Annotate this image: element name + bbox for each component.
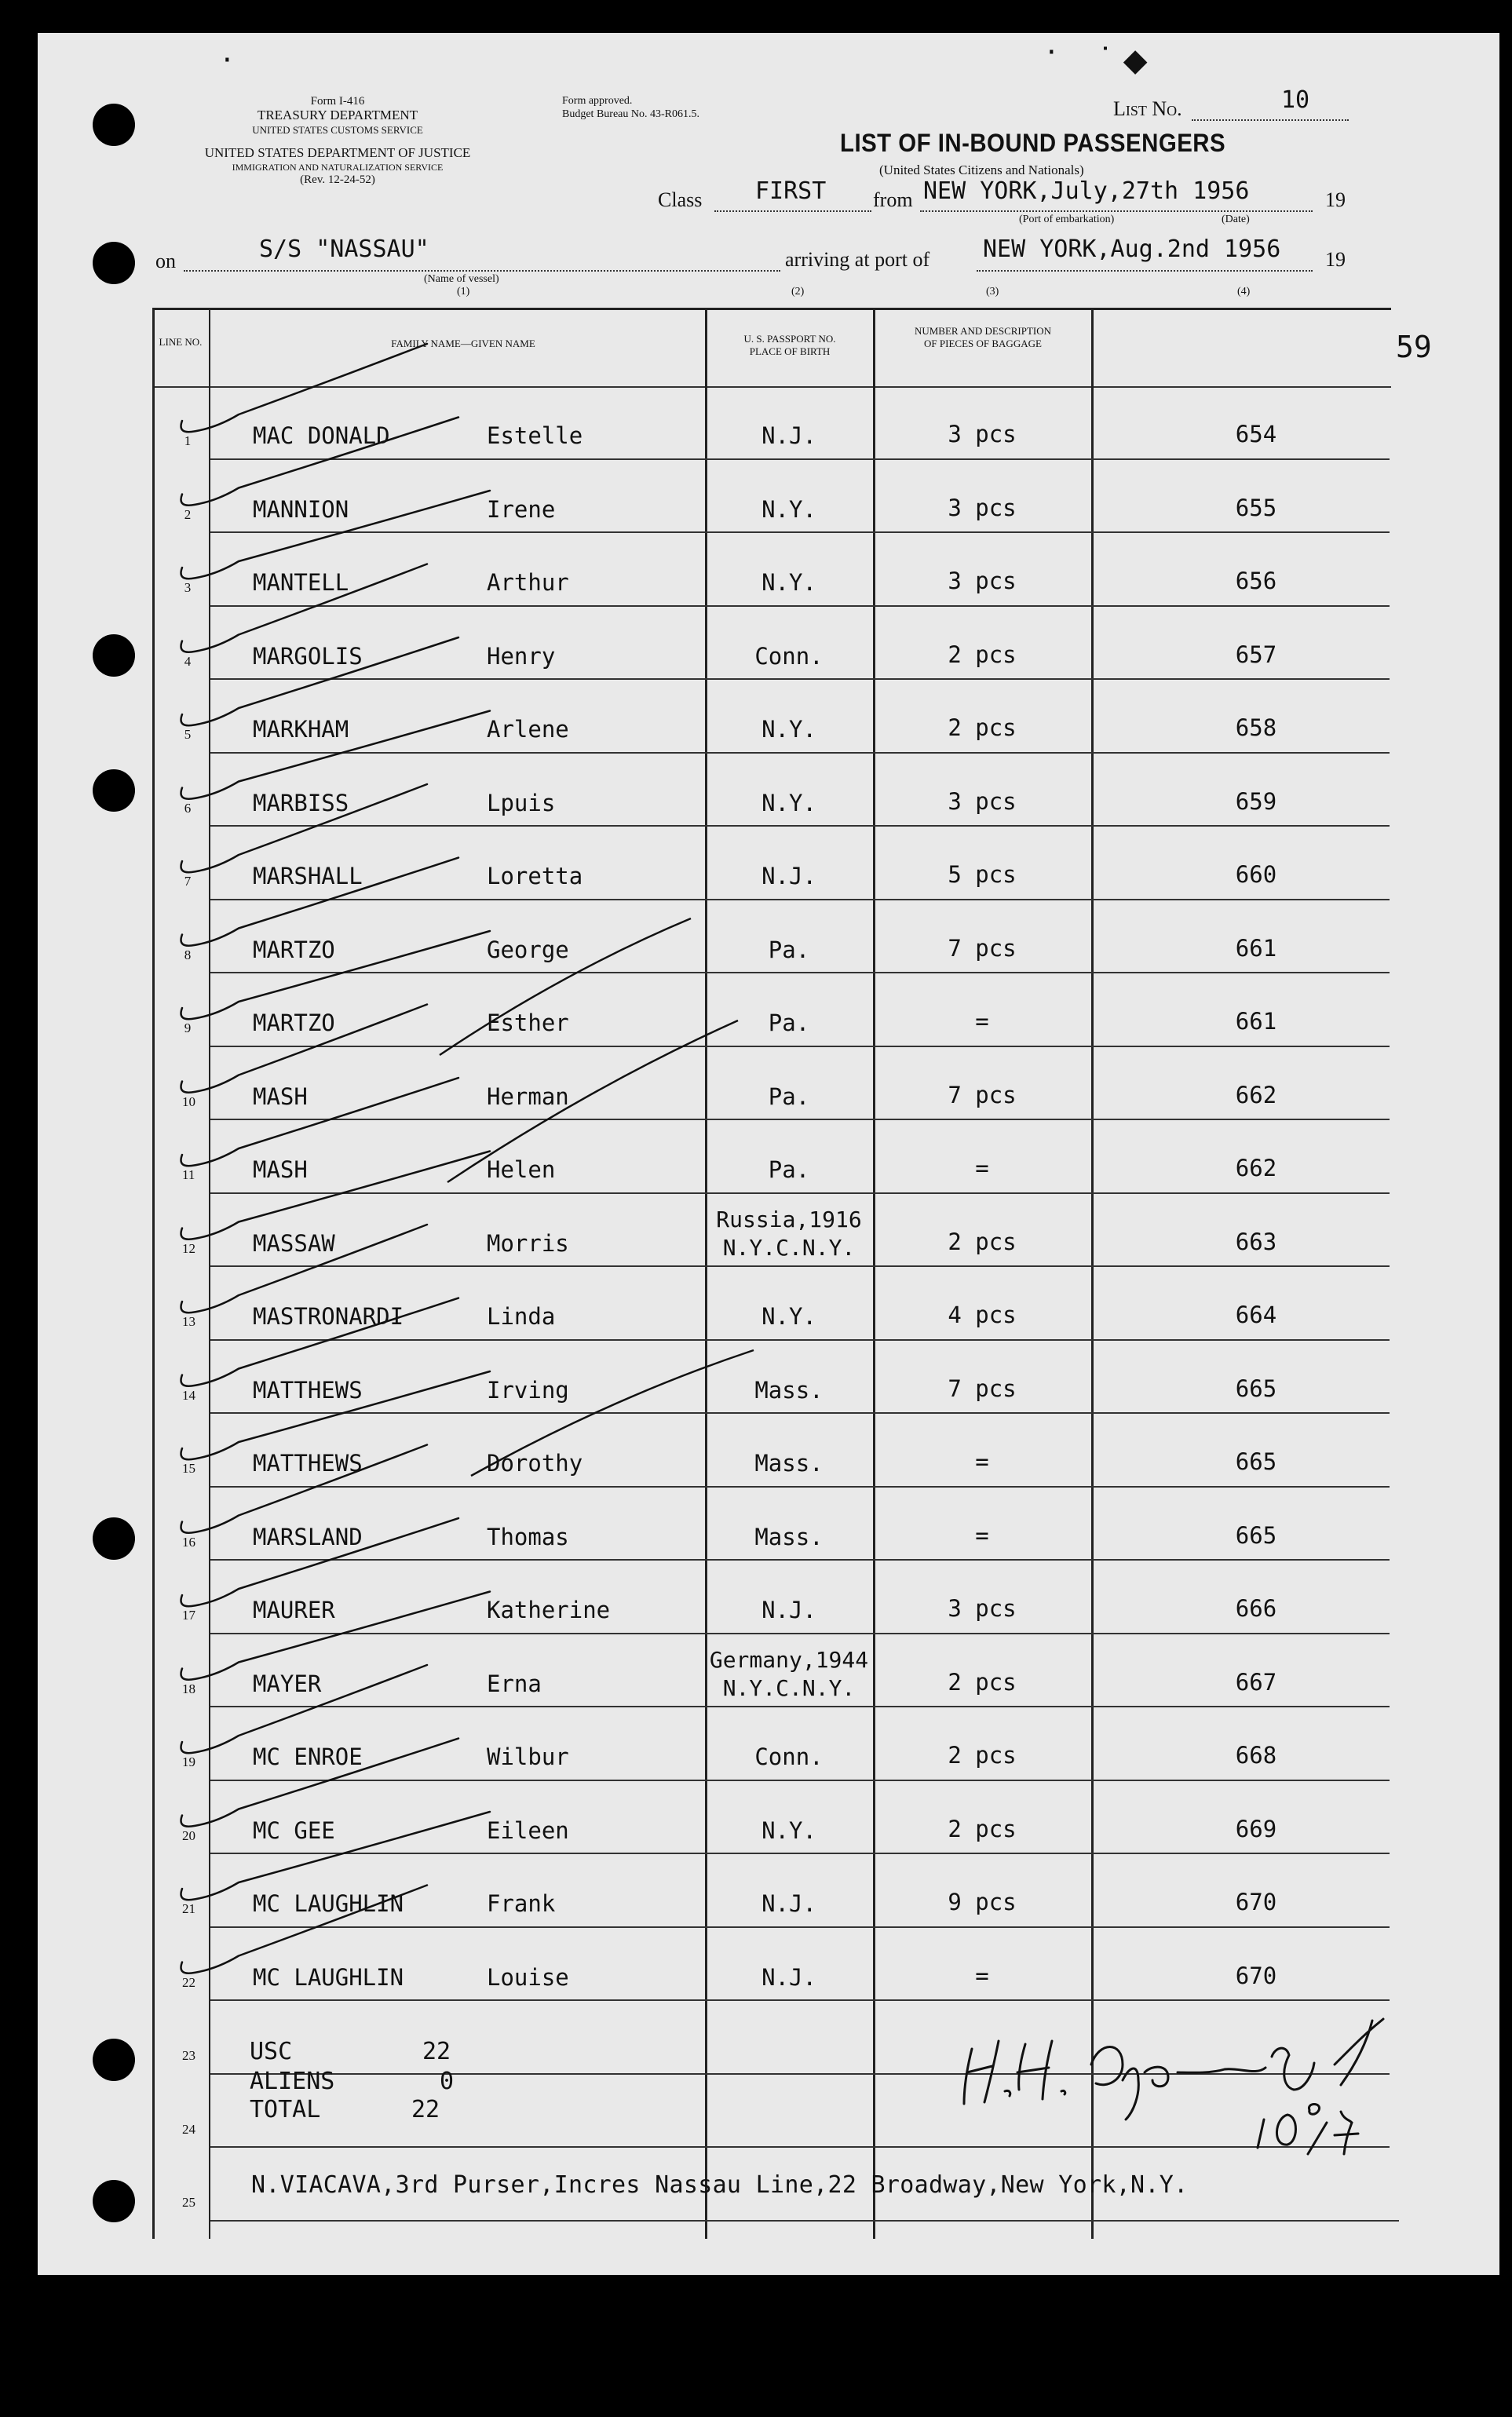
vessel-caption: (Name of vessel)	[424, 273, 499, 285]
checkmark-icon	[181, 784, 428, 872]
family-name: MASH	[253, 1083, 308, 1110]
line-number: 25	[182, 2195, 195, 2210]
officer-column: 654	[1235, 421, 1277, 447]
baggage: =	[975, 1962, 989, 1989]
baggage: 2 pcs	[948, 1228, 1017, 1255]
baggage: 3 pcs	[948, 1595, 1017, 1622]
line-number: 14	[182, 1387, 195, 1403]
arriving-label: arriving at port of	[785, 248, 930, 271]
officer-column: 661	[1235, 934, 1277, 962]
checkmark-icon	[181, 931, 491, 1019]
given-name: Estelle	[487, 422, 583, 449]
family-name: MANTELL	[253, 569, 349, 596]
place-of-birth: Conn.	[754, 642, 824, 670]
given-name: Helen	[487, 1156, 556, 1183]
line-number: 7	[184, 874, 192, 889]
total-value: 22	[411, 2096, 440, 2123]
from-value: NEW YORK,July,27th 1956	[923, 177, 1250, 205]
usc-label: USC	[250, 2038, 293, 2065]
place-of-birth: N.J.	[761, 1890, 816, 1917]
officer-column: 655	[1235, 494, 1277, 521]
family-name: MARTZO	[253, 1010, 335, 1036]
checkmark-icon	[181, 1371, 491, 1459]
line-number: 22	[182, 1974, 195, 1990]
customs-service: UNITED STATES CUSTOMS SERVICE	[252, 124, 423, 136]
officer-column: 664	[1235, 1302, 1277, 1328]
place-of-birth: Russia,1916	[716, 1206, 862, 1232]
family-name: MARTZO	[253, 936, 335, 963]
checkmark-icon	[181, 858, 459, 946]
col-header-passport: U. S. PASSPORT NO. PLACE OF BIRTH	[743, 333, 836, 357]
given-name: Wilbur	[487, 1743, 569, 1770]
line-number: 16	[182, 1534, 195, 1550]
arrival-value: NEW YORK,Aug.2nd 1956	[983, 235, 1281, 263]
baggage: 2 pcs	[948, 1742, 1017, 1769]
line-number: 3	[184, 580, 192, 595]
checkmark-icon	[181, 1812, 491, 1900]
line-number: 20	[182, 1827, 195, 1843]
caption-4: (4)	[1237, 286, 1251, 298]
baggage: 3 pcs	[948, 787, 1017, 815]
line-number: 15	[182, 1461, 195, 1476]
place-of-birth: N.Y.	[761, 1816, 816, 1844]
checkmark-icon	[181, 1078, 459, 1166]
family-name: MARKHAM	[253, 716, 349, 743]
line-number: 4	[184, 653, 192, 669]
family-name: MATTHEWS	[253, 1376, 363, 1404]
place-of-birth: N.Y.	[761, 569, 816, 596]
date-caption: (Date)	[1222, 214, 1250, 225]
class-label: Class	[658, 188, 703, 211]
revision-date: (Rev. 12-24-52)	[300, 173, 375, 186]
place-of-birth: N.Y.	[761, 1303, 816, 1330]
officer-column: 665	[1235, 1375, 1277, 1402]
checkmark-icon	[181, 1886, 428, 1973]
baggage: 3 pcs	[948, 568, 1017, 594]
line-number: 23	[182, 2048, 195, 2063]
officer-column: 662	[1235, 1081, 1277, 1108]
line-number: 13	[182, 1314, 195, 1329]
line-number: 24	[182, 2121, 195, 2137]
given-name: Erna	[487, 1670, 542, 1697]
officer-column: 660	[1235, 861, 1277, 888]
place-of-birth: N.J.	[761, 1597, 816, 1623]
baggage: =	[975, 1521, 989, 1549]
place-of-birth: Pa.	[768, 936, 810, 963]
caption-1: (1)	[457, 286, 470, 298]
vessel-name: S/S "NASSAU"	[259, 235, 429, 263]
page-number: 59	[1396, 330, 1432, 364]
place-of-birth: Mass.	[754, 1523, 824, 1550]
baggage: 2 pcs	[948, 1815, 1017, 1842]
place-of-birth: Pa.	[768, 1083, 810, 1110]
baggage: 4 pcs	[948, 1302, 1017, 1328]
line-number: 8	[184, 947, 192, 962]
officer-column: 657	[1235, 641, 1277, 668]
family-name: MANNION	[253, 495, 349, 523]
given-name: Loretta	[487, 863, 583, 889]
total-label: TOTAL	[250, 2096, 321, 2123]
family-name: MC LAUGHLIN	[253, 1890, 404, 1917]
family-name: MC ENROE	[253, 1743, 363, 1770]
checkmark-icon	[181, 1518, 459, 1606]
officer-column: 669	[1235, 1815, 1277, 1842]
given-name: Esther	[487, 1010, 569, 1036]
baggage: =	[975, 1448, 989, 1475]
from-label: from	[873, 188, 913, 211]
checkmark-icon	[181, 564, 428, 652]
aliens-value: 0	[440, 2068, 455, 2095]
line-number: 2	[184, 506, 192, 522]
baggage: 3 pcs	[948, 421, 1017, 447]
family-name: MAYER	[253, 1670, 322, 1697]
checkmark-icon	[181, 491, 491, 579]
form-approved: Form approved.	[562, 95, 633, 107]
baggage: 9 pcs	[948, 1889, 1017, 1915]
place-of-birth: Germany,1944	[709, 1646, 869, 1673]
scan-speck: ·	[1046, 35, 1057, 71]
place-of-birth: N.J.	[761, 422, 816, 449]
form-title: LIST OF IN-BOUND PASSENGERS	[840, 129, 1226, 157]
given-name: Eileen	[487, 1816, 569, 1844]
family-name: MC LAUGHLIN	[253, 1963, 404, 1991]
checkmark-icon	[181, 1225, 428, 1313]
officer-column: 663	[1235, 1228, 1277, 1255]
scan-speck: ·	[222, 42, 232, 78]
list-no-label: List No.	[1113, 97, 1182, 120]
line-number: 9	[184, 1020, 192, 1035]
baggage: 3 pcs	[948, 494, 1017, 521]
officer-column: 665	[1235, 1521, 1277, 1549]
caption-2: (2)	[791, 286, 805, 298]
place-of-birth: Mass.	[754, 1450, 824, 1477]
line-number: 21	[182, 1901, 195, 1916]
given-name: Linda	[487, 1303, 556, 1330]
place-of-birth: N.Y.	[761, 495, 816, 523]
baggage: 2 pcs	[948, 714, 1017, 741]
family-name: MARGOLIS	[253, 642, 363, 670]
officer-column: 665	[1235, 1448, 1277, 1475]
line-number: 5	[184, 727, 192, 742]
given-name: Frank	[487, 1890, 556, 1917]
pen-stroke	[447, 1020, 738, 1182]
ins-service: IMMIGRATION AND NATURALIZATION SERVICE	[232, 162, 444, 173]
officer-column: 667	[1235, 1668, 1277, 1696]
justice-dept: UNITED STATES DEPARTMENT OF JUSTICE	[204, 145, 471, 160]
given-name: Katherine	[487, 1597, 611, 1623]
checkmark-icon	[181, 1592, 491, 1680]
pen-stroke	[471, 1350, 754, 1476]
officer-column: 659	[1235, 787, 1277, 815]
usc-value: 22	[422, 2038, 451, 2065]
checkmark-icon	[181, 1665, 428, 1753]
baggage: 2 pcs	[948, 1668, 1017, 1696]
family-name: MATTHEWS	[253, 1450, 363, 1477]
place-of-birth: Pa.	[768, 1010, 810, 1036]
checkmark-icon	[181, 1298, 459, 1386]
officer-column: 670	[1235, 1889, 1277, 1915]
line-number: 19	[182, 1754, 195, 1769]
place-of-birth: Conn.	[754, 1743, 824, 1770]
family-name: MARBISS	[253, 789, 349, 816]
given-name: Henry	[487, 642, 556, 670]
checkmark-icon	[181, 1739, 459, 1827]
family-name: MARSHALL	[253, 863, 363, 889]
line-number: 6	[184, 800, 192, 816]
line-number: 1	[184, 433, 192, 448]
given-name: Arlene	[487, 716, 569, 743]
officer-column: 662	[1235, 1155, 1277, 1181]
baggage: 7 pcs	[948, 1375, 1017, 1402]
place-of-birth-line2: N.Y.C.N.Y.	[722, 1234, 856, 1261]
purser-line: N.VIACAVA,3rd Purser,Incres Nassau Line,22 Broadway,New York,N.Y.	[251, 2171, 1189, 2199]
given-name: Morris	[487, 1229, 569, 1257]
given-name: Lpuis	[487, 789, 556, 816]
line-number: 12	[182, 1240, 195, 1256]
checkmark-icon	[181, 344, 428, 432]
form-number: Form I-416	[310, 95, 365, 108]
checkmark-icon	[181, 1445, 428, 1533]
officer-column: 656	[1235, 568, 1277, 594]
line-number: 18	[182, 1681, 195, 1696]
scan-speck: ˙ ◆	[1097, 42, 1148, 78]
on-label: on	[155, 250, 176, 272]
list-no-value: 10	[1281, 86, 1310, 114]
caption-3: (3)	[986, 286, 999, 298]
line-number: 11	[182, 1167, 195, 1182]
place-of-birth: Mass.	[754, 1376, 824, 1404]
baggage: 7 pcs	[948, 934, 1017, 962]
aliens-label: ALIENS	[250, 2068, 335, 2095]
baggage: =	[975, 1008, 989, 1035]
place-of-birth: Pa.	[768, 1156, 810, 1183]
given-name: Dorothy	[487, 1450, 583, 1477]
col-header-line-no: LINE NO.	[159, 336, 203, 348]
checkmark-icon	[181, 1005, 428, 1093]
checkmark-icon	[181, 637, 459, 725]
given-name: Irene	[487, 495, 556, 523]
place-of-birth: N.J.	[761, 863, 816, 889]
officer-column: 661	[1235, 1008, 1277, 1035]
checkmark-icon	[181, 711, 491, 799]
port-embark-caption: (Port of embarkation)	[1019, 214, 1115, 225]
family-name: MASTRONARDI	[253, 1303, 404, 1330]
baggage: 5 pcs	[948, 861, 1017, 888]
form-subtitle: (United States Citizens and Nationals)	[879, 162, 1084, 177]
budget-bureau: Budget Bureau No. 43-R061.5.	[562, 108, 699, 120]
col-header-name: FAMILY NAME—GIVEN NAME	[391, 338, 535, 349]
given-name: Herman	[487, 1083, 569, 1110]
officer-column: 670	[1235, 1962, 1277, 1989]
col-header-baggage: NUMBER AND DESCRIPTION OF PIECES OF BAGGAGE	[914, 325, 1052, 349]
given-name: Irving	[487, 1376, 569, 1404]
baggage: 7 pcs	[948, 1081, 1017, 1108]
place-of-birth: N.J.	[761, 1963, 816, 1991]
year-suffix: 19	[1325, 188, 1346, 211]
treasury-dept: TREASURY DEPARTMENT	[257, 108, 418, 122]
given-name: Louise	[487, 1963, 569, 1991]
family-name: MC GEE	[253, 1816, 335, 1844]
pen-stroke	[440, 918, 691, 1055]
officer-column: 666	[1235, 1595, 1277, 1622]
checkmark-icon	[181, 418, 459, 506]
baggage: =	[975, 1155, 989, 1181]
family-name: MASH	[253, 1156, 308, 1183]
year-suffix-2: 19	[1325, 248, 1346, 271]
given-name: Arthur	[487, 569, 569, 596]
line-number: 10	[182, 1093, 195, 1109]
family-name: MARSLAND	[253, 1523, 363, 1550]
checkmark-icon	[181, 1152, 491, 1240]
family-name: MAURER	[253, 1597, 335, 1623]
baggage: 2 pcs	[948, 641, 1017, 668]
family-name: MASSAW	[253, 1229, 335, 1257]
given-name: Thomas	[487, 1523, 569, 1550]
family-name: MAC DONALD	[253, 422, 390, 449]
place-of-birth: N.Y.	[761, 789, 816, 816]
class-value: FIRST	[755, 177, 827, 205]
place-of-birth-line2: N.Y.C.N.Y.	[722, 1674, 856, 1701]
line-number: 17	[182, 1608, 195, 1623]
place-of-birth: N.Y.	[761, 716, 816, 743]
officer-column: 658	[1235, 714, 1277, 741]
given-name: George	[487, 936, 569, 963]
officer-column: 668	[1235, 1742, 1277, 1769]
